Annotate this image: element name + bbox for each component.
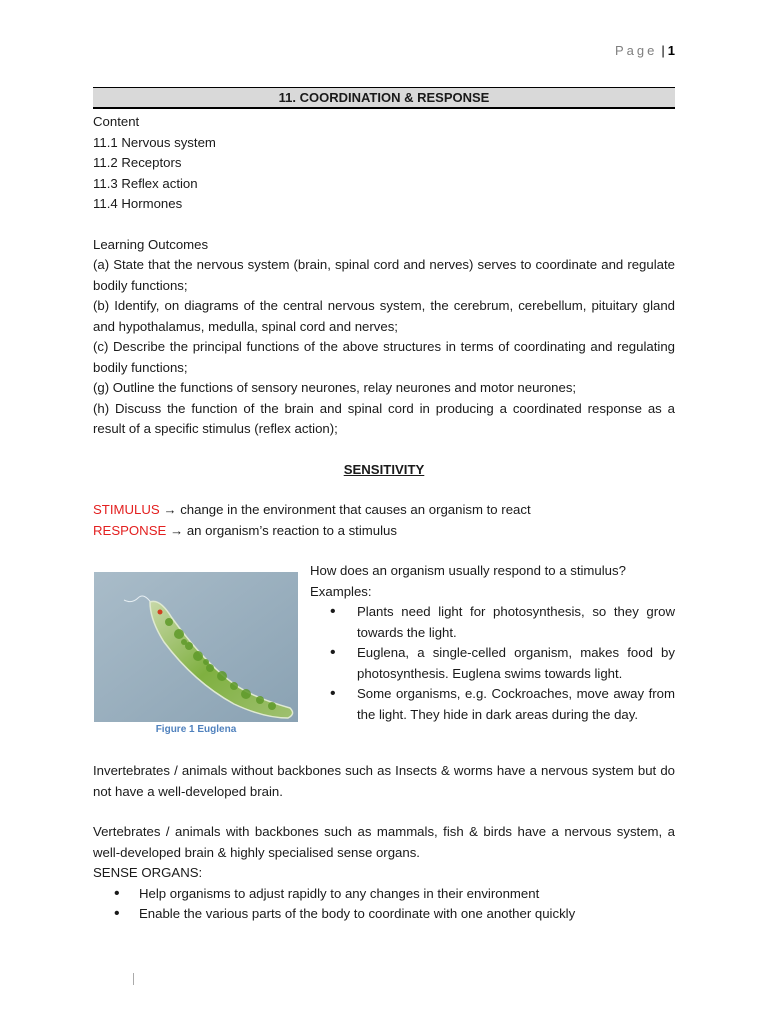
response-term: RESPONSE — [93, 522, 167, 538]
page-label: Page — [615, 43, 658, 58]
contents-item: 11.1 Nervous system — [93, 134, 216, 150]
figure-caption: Figure 1 Euglena — [155, 724, 237, 735]
outcome-item: (h) Discuss the function of the brain and spinal cord in producing a coordinated response as a result of a specific stimulus (reflex action); — [93, 400, 675, 436]
page-number-value: 1 — [667, 43, 675, 58]
contents-label: Content — [93, 114, 140, 129]
list-item: • Euglena, a single-celled organism, makes food by photosynthesis. Euglena swims towards light. — [310, 643, 675, 684]
arrow-icon: → — [163, 502, 177, 517]
list-item: • Plants need light for photosynthesis, so they grow towards the light. — [310, 602, 675, 643]
section-heading: SENSITIVITY — [343, 461, 425, 477]
sense-organs-list — [93, 884, 675, 925]
contents-item: 11.4 Hormones — [93, 196, 183, 211]
question-text: How does an organism usually respond to a stimulus? — [310, 563, 626, 578]
document-body — [93, 87, 675, 925]
outcome-item: (b) Identify, on diagrams of the central nervous system, the cerebrum, cerebellum, pituitary gland and hypothalamus, medulla, spinal cord and nerves; — [93, 298, 675, 334]
list-item: • Some organisms, e.g. Cockroaches, move away from the light. They hide in dark areas during the day. — [310, 684, 675, 725]
arrow-icon: → — [169, 522, 184, 538]
page-number: Page | 1 — [615, 43, 675, 58]
stimulus-term: STIMULUS — [93, 502, 160, 517]
response-examples — [310, 561, 675, 725]
sense-organs-label: SENSE ORGANS: — [93, 865, 203, 880]
stimulus-definition: STIMULUS → change in the environment that causes an organism to react — [93, 502, 531, 517]
response-definition: RESPONSE → an organism’s reaction to a stimulus — [93, 522, 397, 538]
chapter-title: 11. COORDINATION & RESPONSE — [93, 87, 675, 109]
outcome-item: (g) Outline the functions of sensory neurones, relay neurones and motor neurones; — [93, 380, 577, 395]
list-item: • Help organisms to adjust rapidly to any changes in their environment — [93, 884, 675, 905]
vertebrates-paragraph: Vertebrates / animals with backbones such as mammals, fish & birds have a nervous system, a well-developed brain & highly specialised sense organs. — [93, 824, 675, 860]
euglena-section — [93, 561, 675, 761]
examples-label: Examples: — [310, 583, 372, 599]
footer-divider — [133, 973, 134, 985]
euglena-image — [94, 572, 298, 722]
outcome-item: (c) Describe the principal functions of the above structures in terms of coordinating and regulating bodily functions; — [93, 339, 675, 375]
outcome-item: (a) State that the nervous system (brain, spinal cord and nerves) serves to coordinate and regulate bodily functions; — [93, 257, 675, 293]
invertebrates-paragraph: Invertebrates / animals without backbones such as Insects & worms have a nervous system but do not have a well-developed brain. — [93, 763, 675, 799]
examples-list — [310, 602, 675, 725]
contents-item: 11.2 Receptors — [93, 155, 182, 170]
figure-euglena — [94, 572, 298, 737]
outcomes-label: Learning Outcomes — [93, 236, 209, 252]
contents-item: 11.3 Reflex action — [93, 175, 198, 191]
list-item: • Enable the various parts of the body to coordinate with one another quickly — [93, 904, 675, 925]
